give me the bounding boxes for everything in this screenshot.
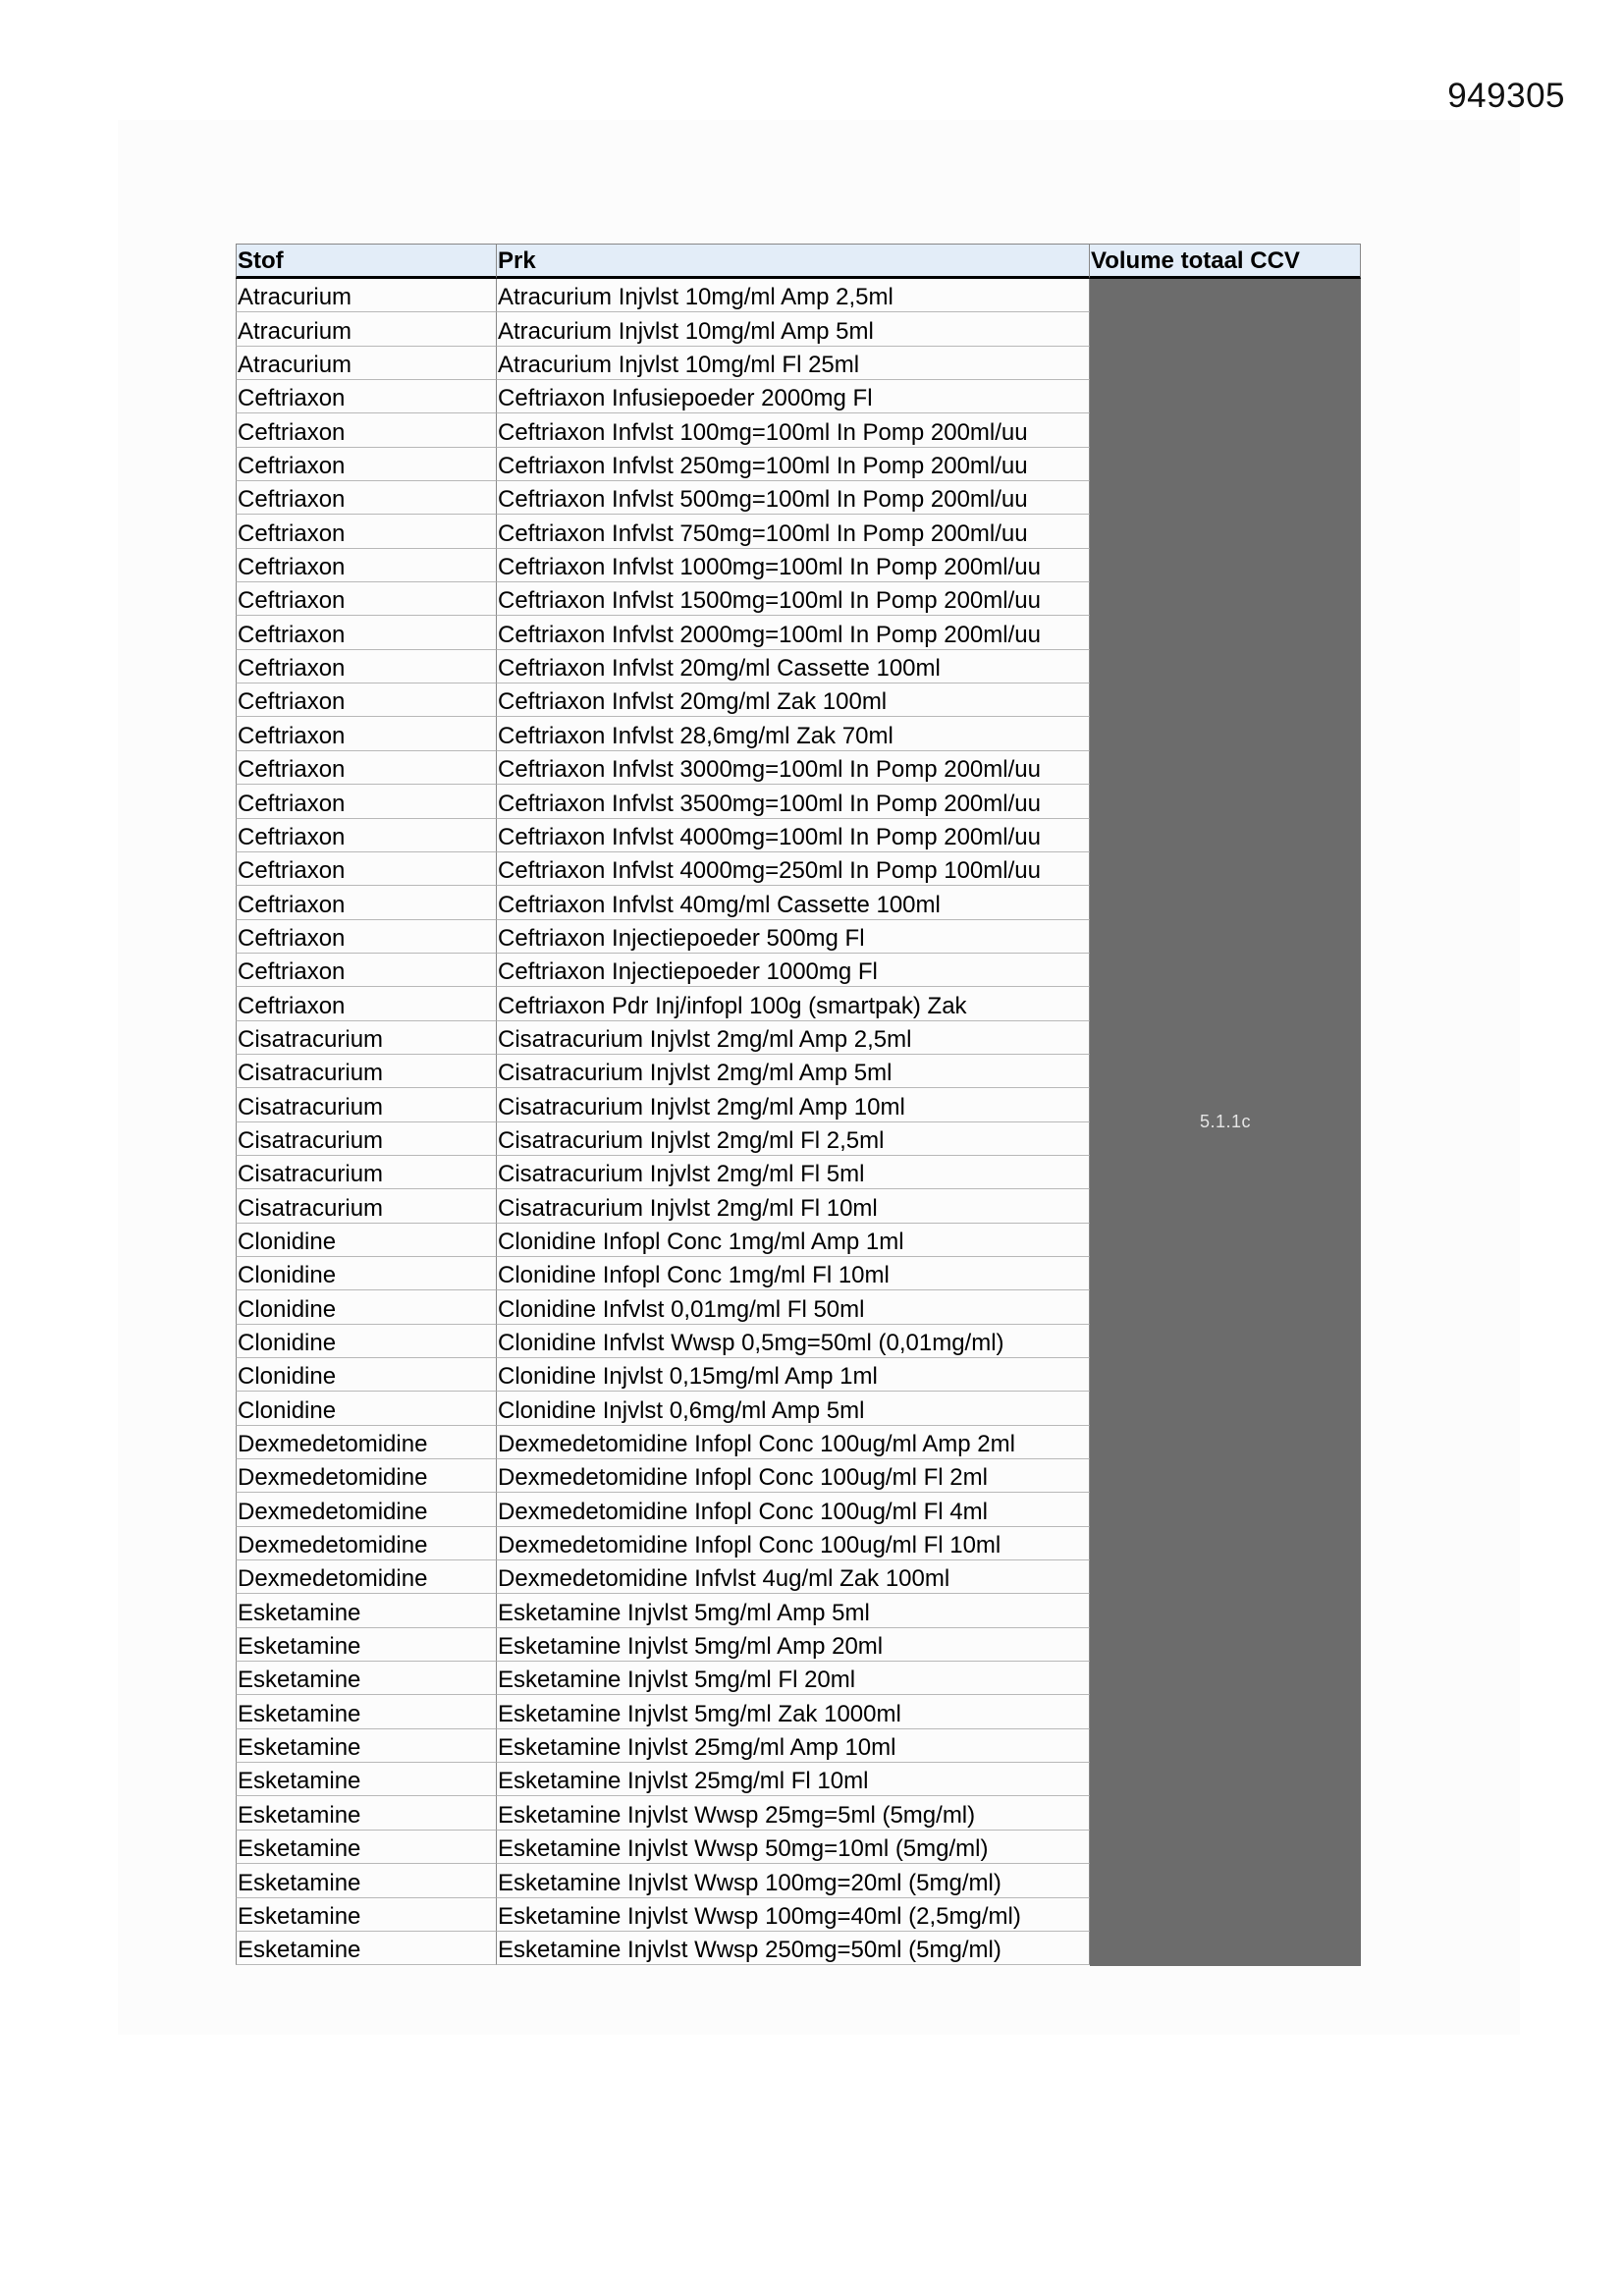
table-cell-stof: Esketamine [236, 1628, 497, 1662]
table-cell-stof: Clonidine [236, 1392, 497, 1425]
table-cell-prk: Ceftriaxon Infvlst 100mg=100ml In Pomp 200ml/uu [497, 413, 1090, 447]
table-cell-prk: Ceftriaxon Infvlst 40mg/ml Cassette 100ml [497, 886, 1090, 919]
header-volume: Volume totaal CCV [1090, 244, 1361, 279]
table-cell-prk: Ceftriaxon Infvlst 2000mg=100ml In Pomp 200ml/uu [497, 616, 1090, 649]
table-cell-stof: Esketamine [236, 1695, 497, 1728]
table-cell-stof: Cisatracurium [236, 1189, 497, 1223]
table-cell-prk: Ceftriaxon Infusiepoeder 2000mg Fl [497, 380, 1090, 413]
table-cell-prk: Cisatracurium Injvlst 2mg/ml Amp 2,5ml [497, 1021, 1090, 1055]
table-cell-prk: Clonidine Injvlst 0,15mg/ml Amp 1ml [497, 1358, 1090, 1392]
table-cell-stof: Ceftriaxon [236, 650, 497, 683]
table-cell-prk: Esketamine Injvlst Wwsp 250mg=50ml (5mg/ml) [497, 1932, 1090, 1965]
header-stof: Stof [236, 244, 497, 279]
redaction-label: 5.1.1c [1199, 1112, 1252, 1132]
table-cell-stof: Cisatracurium [236, 1088, 497, 1121]
header-prk: Prk [497, 244, 1090, 279]
table-cell-prk: Clonidine Infopl Conc 1mg/ml Amp 1ml [497, 1224, 1090, 1257]
table-cell-prk: Ceftriaxon Infvlst 4000mg=250ml In Pomp 100ml/uu [497, 852, 1090, 886]
table-cell-prk: Ceftriaxon Infvlst 3000mg=100ml In Pomp 200ml/uu [497, 751, 1090, 785]
table-cell-stof: Ceftriaxon [236, 448, 497, 481]
table-cell-prk: Dexmedetomidine Infopl Conc 100ug/ml Fl 2ml [497, 1459, 1090, 1493]
table-cell-stof: Ceftriaxon [236, 481, 497, 515]
table-cell-stof: Ceftriaxon [236, 683, 497, 717]
table-cell-prk: Ceftriaxon Injectiepoeder 500mg Fl [497, 920, 1090, 954]
table-cell-stof: Cisatracurium [236, 1021, 497, 1055]
table-cell-prk: Ceftriaxon Injectiepoeder 1000mg Fl [497, 954, 1090, 987]
data-table [236, 244, 1361, 1965]
table-cell-prk: Dexmedetomidine Infvlst 4ug/ml Zak 100ml [497, 1560, 1090, 1594]
table-cell-prk: Cisatracurium Injvlst 2mg/ml Fl 5ml [497, 1156, 1090, 1189]
table-cell-prk: Clonidine Injvlst 0,6mg/ml Amp 5ml [497, 1392, 1090, 1425]
table-cell-prk: Cisatracurium Injvlst 2mg/ml Fl 10ml [497, 1189, 1090, 1223]
table-cell-prk: Esketamine Injvlst Wwsp 50mg=10ml (5mg/ml) [497, 1831, 1090, 1864]
table-cell-stof: Atracurium [236, 347, 497, 380]
table-cell-stof: Dexmedetomidine [236, 1459, 497, 1493]
table-cell-stof: Cisatracurium [236, 1055, 497, 1088]
table-cell-prk: Ceftriaxon Infvlst 1500mg=100ml In Pomp 200ml/uu [497, 582, 1090, 616]
table-cell-stof: Esketamine [236, 1594, 497, 1627]
table-cell-prk: Cisatracurium Injvlst 2mg/ml Fl 2,5ml [497, 1122, 1090, 1156]
table-cell-stof: Esketamine [236, 1932, 497, 1965]
table-cell-prk: Clonidine Infvlst Wwsp 0,5mg=50ml (0,01mg/ml) [497, 1325, 1090, 1358]
table-cell-stof: Ceftriaxon [236, 413, 497, 447]
table-cell-stof: Dexmedetomidine [236, 1493, 497, 1526]
table-cell-stof: Ceftriaxon [236, 616, 497, 649]
table-cell-prk: Ceftriaxon Infvlst 250mg=100ml In Pomp 200ml/uu [497, 448, 1090, 481]
table-cell-stof: Atracurium [236, 312, 497, 346]
table-cell-prk: Cisatracurium Injvlst 2mg/ml Amp 5ml [497, 1055, 1090, 1088]
table-cell-prk: Ceftriaxon Infvlst 20mg/ml Zak 100ml [497, 683, 1090, 717]
document-number: 949305 [1447, 77, 1565, 115]
table-cell-stof: Ceftriaxon [236, 852, 497, 886]
table-cell-prk: Esketamine Injvlst Wwsp 100mg=40ml (2,5mg/ml) [497, 1898, 1090, 1932]
table-cell-prk: Ceftriaxon Infvlst 750mg=100ml In Pomp 200ml/uu [497, 515, 1090, 548]
table-cell-stof: Dexmedetomidine [236, 1527, 497, 1560]
table-cell-prk: Ceftriaxon Pdr Inj/infopl 100g (smartpak) Zak [497, 987, 1090, 1020]
table-cell-prk: Ceftriaxon Infvlst 20mg/ml Cassette 100ml [497, 650, 1090, 683]
table-cell-prk: Clonidine Infvlst 0,01mg/ml Fl 50ml [497, 1290, 1090, 1324]
table-cell-stof: Esketamine [236, 1662, 497, 1695]
table-cell-stof: Esketamine [236, 1729, 497, 1763]
table-cell-stof: Dexmedetomidine [236, 1560, 497, 1594]
table-cell-stof: Ceftriaxon [236, 920, 497, 954]
table-cell-prk: Esketamine Injvlst 25mg/ml Amp 10ml [497, 1729, 1090, 1763]
table-cell-stof: Clonidine [236, 1358, 497, 1392]
table-cell-prk: Clonidine Infopl Conc 1mg/ml Fl 10ml [497, 1257, 1090, 1290]
table-cell-stof: Ceftriaxon [236, 515, 497, 548]
table-cell-prk: Dexmedetomidine Infopl Conc 100ug/ml Fl 4ml [497, 1493, 1090, 1526]
table-cell-stof: Esketamine [236, 1796, 497, 1830]
table-cell-stof: Ceftriaxon [236, 886, 497, 919]
table-cell-prk: Esketamine Injvlst 25mg/ml Fl 10ml [497, 1763, 1090, 1796]
table-cell-prk: Esketamine Injvlst 5mg/ml Zak 1000ml [497, 1695, 1090, 1728]
table-cell-stof: Ceftriaxon [236, 819, 497, 852]
table-cell-stof: Esketamine [236, 1763, 497, 1796]
table-cell-stof: Esketamine [236, 1898, 497, 1932]
table-cell-stof: Atracurium [236, 279, 497, 312]
table-cell-stof: Ceftriaxon [236, 380, 497, 413]
table-cell-prk: Dexmedetomidine Infopl Conc 100ug/ml Amp 2ml [497, 1426, 1090, 1459]
table-cell-prk: Atracurium Injvlst 10mg/ml Amp 2,5ml [497, 279, 1090, 312]
table-cell-prk: Atracurium Injvlst 10mg/ml Amp 5ml [497, 312, 1090, 346]
table-cell-stof: Clonidine [236, 1257, 497, 1290]
table-cell-stof: Clonidine [236, 1224, 497, 1257]
table-cell-prk: Dexmedetomidine Infopl Conc 100ug/ml Fl 10ml [497, 1527, 1090, 1560]
table-cell-stof: Ceftriaxon [236, 717, 497, 750]
table-cell-stof: Esketamine [236, 1831, 497, 1864]
table-cell-stof: Ceftriaxon [236, 549, 497, 582]
table-cell-prk: Ceftriaxon Infvlst 28,6mg/ml Zak 70ml [497, 717, 1090, 750]
table-cell-prk: Ceftriaxon Infvlst 4000mg=100ml In Pomp 200ml/uu [497, 819, 1090, 852]
table-cell-prk: Ceftriaxon Infvlst 500mg=100ml In Pomp 200ml/uu [497, 481, 1090, 515]
table-cell-stof: Ceftriaxon [236, 785, 497, 818]
table-cell-prk: Ceftriaxon Infvlst 3500mg=100ml In Pomp 200ml/uu [497, 785, 1090, 818]
table-cell-stof: Dexmedetomidine [236, 1426, 497, 1459]
table-cell-prk: Atracurium Injvlst 10mg/ml Fl 25ml [497, 347, 1090, 380]
table-cell-stof: Clonidine [236, 1290, 497, 1324]
table-cell-stof: Cisatracurium [236, 1122, 497, 1156]
table-cell-stof: Ceftriaxon [236, 751, 497, 785]
table-header-row [236, 244, 1361, 279]
table-cell-stof: Cisatracurium [236, 1156, 497, 1189]
table-cell-prk: Esketamine Injvlst Wwsp 100mg=20ml (5mg/ml) [497, 1864, 1090, 1897]
redacted-volume-column [1090, 279, 1361, 1966]
table-cell-prk: Esketamine Injvlst 5mg/ml Amp 20ml [497, 1628, 1090, 1662]
table-cell-prk: Ceftriaxon Infvlst 1000mg=100ml In Pomp 200ml/uu [497, 549, 1090, 582]
table-cell-stof: Ceftriaxon [236, 954, 497, 987]
table-cell-prk: Esketamine Injvlst 5mg/ml Fl 20ml [497, 1662, 1090, 1695]
table-cell-stof: Ceftriaxon [236, 582, 497, 616]
table-cell-prk: Esketamine Injvlst 5mg/ml Amp 5ml [497, 1594, 1090, 1627]
table-cell-stof: Esketamine [236, 1864, 497, 1897]
table-cell-prk: Cisatracurium Injvlst 2mg/ml Amp 10ml [497, 1088, 1090, 1121]
table-cell-stof: Clonidine [236, 1325, 497, 1358]
table-cell-prk: Esketamine Injvlst Wwsp 25mg=5ml (5mg/ml) [497, 1796, 1090, 1830]
table-cell-stof: Ceftriaxon [236, 987, 497, 1020]
